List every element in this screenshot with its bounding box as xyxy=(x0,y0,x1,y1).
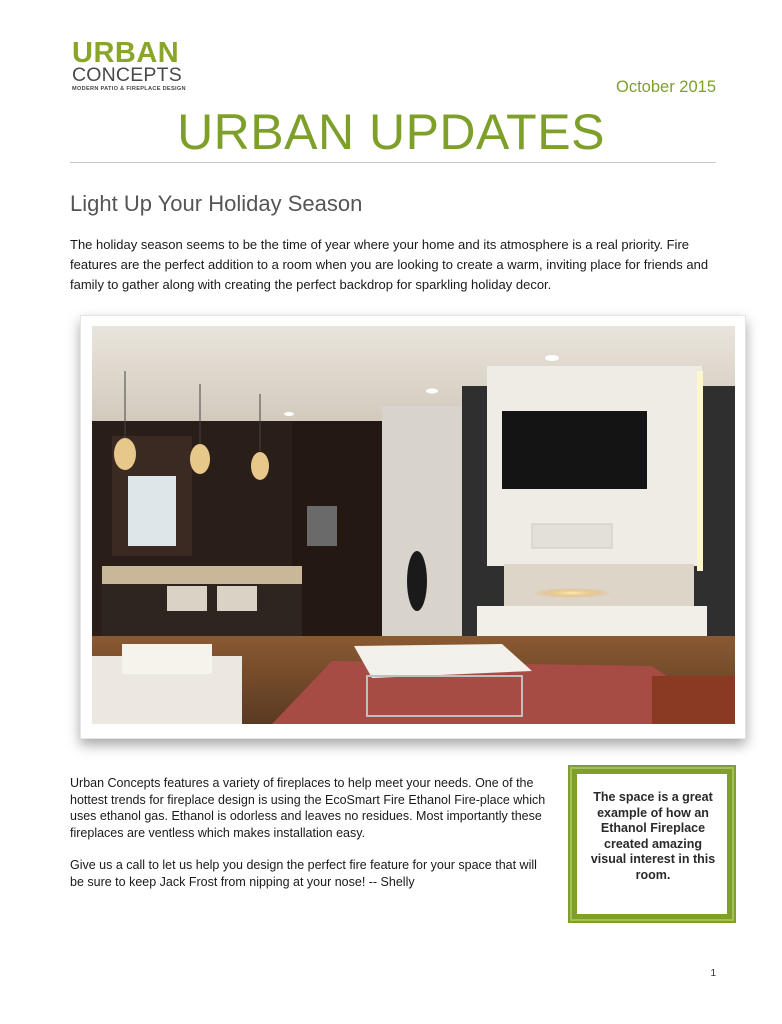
article-intro: The holiday season seems to be the time of year where your home and its atmosphere is a real priority. Fire features are the perfect addition to a room when you are looking to create a warm, inviting place for friends and family to gather along with creating the perfect backdrop for sparkling holiday decor. xyxy=(70,237,709,292)
company-logo xyxy=(72,37,192,92)
logo-tagline: MODERN PATIO & FIREPLACE DESIGN xyxy=(72,86,186,92)
page-number: 1 xyxy=(710,968,716,979)
issue-date: October 2015 xyxy=(616,78,716,96)
logo-wordmark-concepts: CONCEPTS xyxy=(72,64,182,86)
callout-text: The space is a great example of how an Ethanol Fireplace created amazing visual interest in this room. xyxy=(590,790,716,882)
article-paragraph-fireplaces: Urban Concepts features a variety of fireplaces to help meet your needs. One of the hottest trends for fireplace design is using the EcoSmart Fire Ethanol Fire-place which uses ethanol gas. Ethanol is odorless and leaves no residues. Most importantly these fireplaces are ventless which makes installation easy. xyxy=(70,776,546,840)
logo-wordmark-urban: URBAN xyxy=(72,37,180,69)
article-headline: Light Up Your Holiday Season xyxy=(70,191,363,216)
photo-caption-callout xyxy=(568,765,736,923)
header-divider xyxy=(70,162,716,163)
fireplace-room-photo xyxy=(92,326,735,724)
newsletter-title: URBAN UPDATES xyxy=(177,104,605,160)
article-paragraph-call-to-action: Give us a call to let us help you design the perfect fire feature for your space that will be sure to keep Jack Frost from nipping at your nose! -- Shelly xyxy=(70,858,537,889)
article-body xyxy=(70,775,550,890)
